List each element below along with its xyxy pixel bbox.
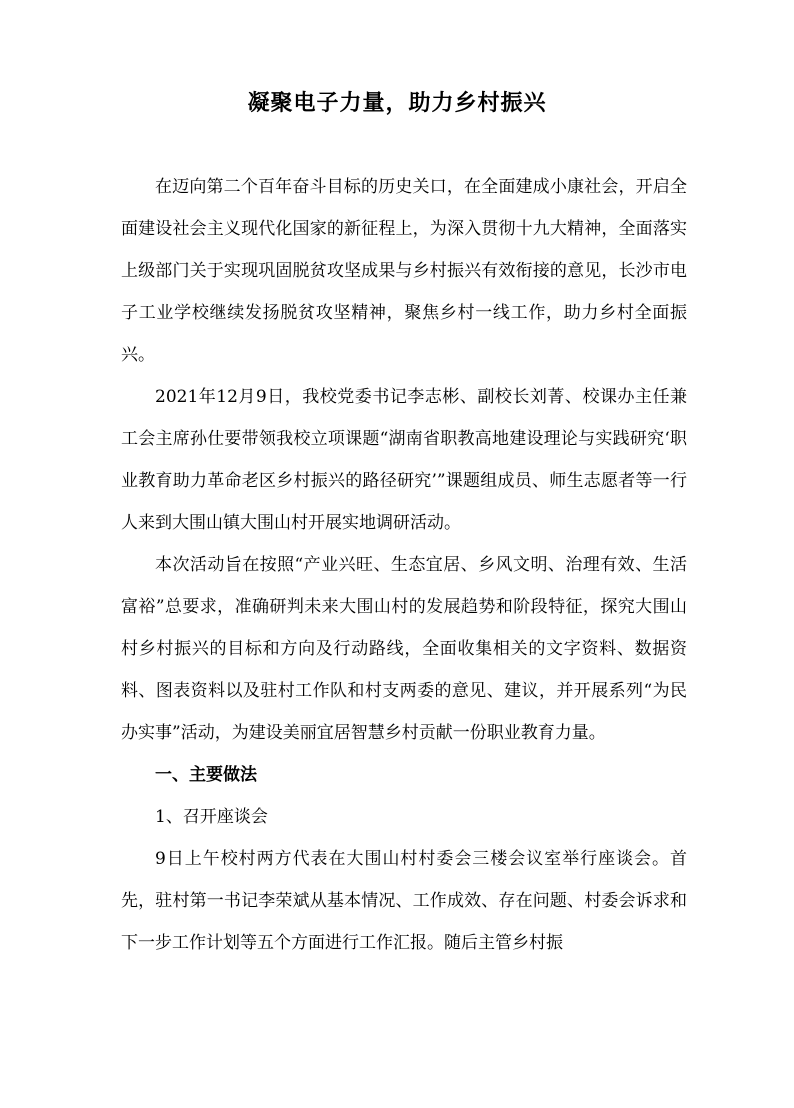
document-title: 凝聚电子力量，助力乡村振兴: [247, 91, 547, 116]
paragraph-meeting: 9日上午校村两方代表在大围山村村委会三楼会议室举行座谈会。首先，驻村第一书记李荣斌从基本情况、工作成效、存在问题、村委会诉求和下一步工作计划等五个方面进行工作汇报。随后主管乡村振: [121, 849, 687, 953]
section-heading: 一、主要做法: [155, 765, 257, 785]
paragraph-purpose: 本次活动旨在按照“产业兴旺、生态宜居、乡风文明、治理有效、生活富裕”总要求，准确研判未来大围山村的发展趋势和阶段特征，探究大围山村乡村振兴的目标和方向及行动路线，全面收集相关的文字资料、数据资料、图表资料以及驻村工作队和村支两委的意见、建议，并开展系列“为民办实事”活动，为建设美丽宜居智慧乡村贡献一份职业教育力量。: [121, 555, 687, 743]
paragraph-intro: 在迈向第二个百年奋斗目标的历史关口，在全面建成小康社会，开启全面建设社会主义现代化国家的新征程上，为深入贯彻十九大精神，全面落实上级部门关于实现巩固脱贫攻坚成果与乡村振兴有效衔接的意见，长沙市电子工业学校继续发扬脱贫攻坚精神，聚焦乡村一线工作，助力乡村全面振兴。: [121, 177, 687, 365]
subsection-heading: 1、召开座谈会: [155, 807, 268, 827]
paragraph-event: 2021年12月9日，我校党委书记李志彬、副校长刘菁、校课办主任兼工会主席孙仕要带领我校立项课题“湖南省职教高地建设理论与实践研究‘职业教育助力革命老区乡村振兴的路径研究’”课题组成员、师生志愿者等一行人来到大围山镇大围山村开展实地调研活动。: [121, 387, 687, 533]
document-body: [121, 166, 687, 964]
